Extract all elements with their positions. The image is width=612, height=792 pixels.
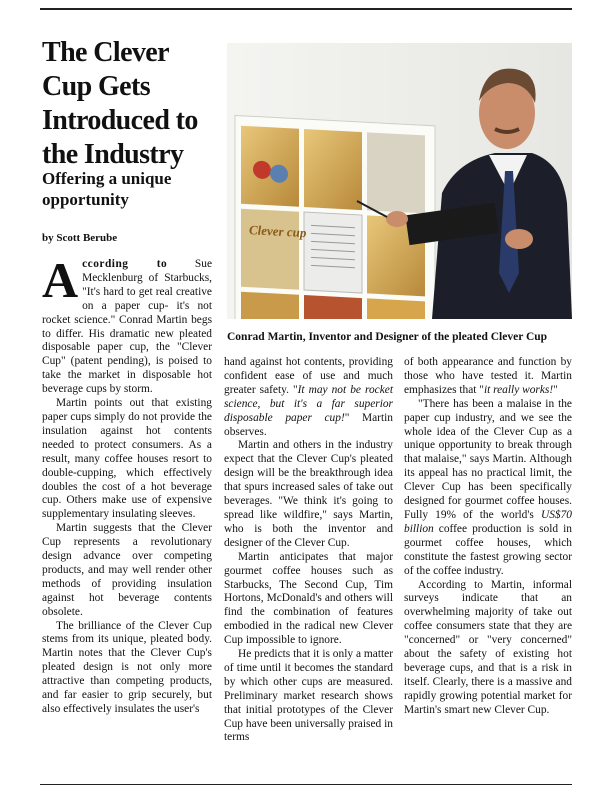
paragraph-text: hand against hot contents, providing confident ease of use and much greater safety. " — [224, 356, 393, 396]
article-subtitle: Offering a unique opportunity — [42, 169, 172, 209]
paragraph: Martin anticipates that major gourmet coffee houses such as Starbucks, The Second Cup, Tim Hortons, McDonald's and others will find the combination of features embodied in the radical new Clever Cup impossible to ignore. — [224, 550, 393, 647]
lead-paragraph — [42, 252, 212, 397]
paragraph: He predicts that it is only a matter of time until it becomes the standard by which other cups are measured. Preliminary market research shows that initial prototypes of the Clever Cup have been universally praised in terms — [224, 648, 393, 744]
paragraph: Martin points out that existing paper cups simply do not provide the insulation against hot contents needed to protect consumers. As a result, many coffee houses resort to double-cupping, which effectively doubles the cost of a hot beverage cup. Others make use of expensive supplementary insulating sleeves. — [42, 397, 212, 521]
paragraph-text: " Martin observes. — [224, 411, 393, 438]
paragraph — [404, 398, 572, 579]
presentation-photo-illustration — [227, 43, 572, 319]
drop-cap: A — [42, 252, 79, 308]
emphasized-quote: It may not be rocket science, but it's a far superior disposable paper cup! — [224, 383, 394, 424]
paragraph-text: " — [553, 383, 558, 396]
bottom-rule — [40, 784, 572, 785]
paragraph — [404, 356, 572, 398]
column-2 — [224, 356, 393, 745]
photo-caption: Conrad Martin, Inventor and Designer of the pleated Clever Cup — [227, 331, 548, 343]
emphasized-quote: it really works! — [483, 383, 554, 396]
paragraph: According to Martin, informal surveys indicate that an overwhelming majority of take out coffee consumers state that they are "concerned" or "very concerned" about the safety of existing hot beverage cups, and that is a risk in itself. Clearly, there is a massive and rapidly growing potential market for Martin's smart new Clever Cup. — [404, 578, 572, 716]
top-rule — [40, 8, 572, 10]
paragraph-text: Sue Mecklenburg of Starbucks, "It's hard to get real creative on a paper cup- it's not rocket science." Conrad Martin begs to differ. His dramatic new pleated disposable paper cup, the "Clever Cup" (patent pending), is poised to take the market in disposable hot beverage cups by storm. — [42, 258, 212, 396]
column-3 — [404, 356, 572, 718]
lead-in: ccording to — [82, 258, 168, 270]
column-1 — [42, 252, 212, 717]
paragraph: The brilliance of the Clever Cup stems from its unique, pleated body. Martin notes that the Clever Cup's pleated design is not only more attractive than competing products, and far easier to grip securely, but also effectively insulates the user's — [42, 619, 212, 715]
paragraph: Martin suggests that the Clever Cup represents a revolutionary design advance over competing products, and may well render other methods of providing insulation against hot beverage contents obsolete. — [42, 522, 212, 618]
paragraph-text: coffee production is sold in gourmet coffee houses, which constitute the fastest growing sector of the coffee industry. — [404, 522, 572, 577]
article-title: The Clever Cup Gets Introduced to the Industry — [42, 37, 198, 170]
poster-title-text: Clever cup — [249, 222, 307, 241]
byline: by Scott Berube — [42, 232, 118, 244]
emphasized-figure: US$70 billion — [404, 508, 572, 535]
article-photo — [227, 43, 572, 319]
paragraph: Martin and others in the industry expect that the Clever Cup's pleated design will be the breakthrough idea that spurs increased sales of take out beverages. "We think it's going to spread like wildfire," says Martin, who is both the inventor and designer of the Clever Cup. — [224, 439, 393, 549]
paragraph-text: of both appearance and function by those who have tested it. Martin emphasizes that " — [404, 356, 572, 396]
paragraph — [224, 356, 393, 439]
paragraph-text: "There has been a malaise in the paper cup industry, and we see the whole idea of the Clever Cup as a unique opportunity to break through that malaise," says Martin. Although its appeal has no practical limit, the Clever Cup has been specifically designed for gourmet coffee houses. Fully 19% of the world's — [404, 397, 572, 521]
